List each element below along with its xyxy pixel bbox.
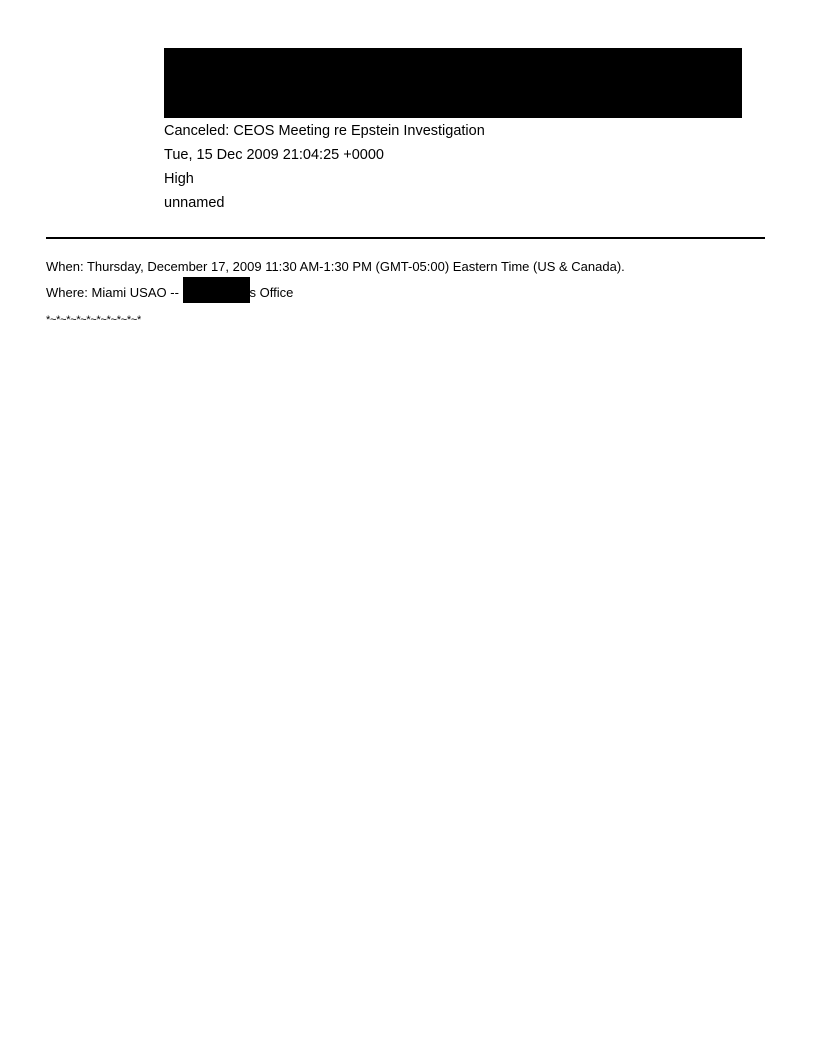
header-divider	[46, 237, 765, 239]
redaction-block	[164, 48, 742, 118]
subject-value: Canceled: CEOS Meeting re Epstein Investigation	[164, 123, 485, 139]
where-prefix: Where: Miami USAO --	[46, 285, 183, 300]
where-line	[46, 277, 293, 303]
when-line: When: Thursday, December 17, 2009 11:30 AM-1:30 PM (GMT-05:00) Eastern Time (US & Canada).	[46, 259, 625, 274]
importance-value: High	[164, 171, 194, 187]
separator-line: *~*~*~*~*~*~*~*~*~*	[46, 314, 141, 321]
date-value: Tue, 15 Dec 2009 21:04:25 +0000	[164, 147, 384, 163]
attachments-value: unnamed	[164, 195, 225, 211]
where-suffix: s Office	[249, 285, 294, 300]
redaction-inline	[183, 277, 250, 303]
